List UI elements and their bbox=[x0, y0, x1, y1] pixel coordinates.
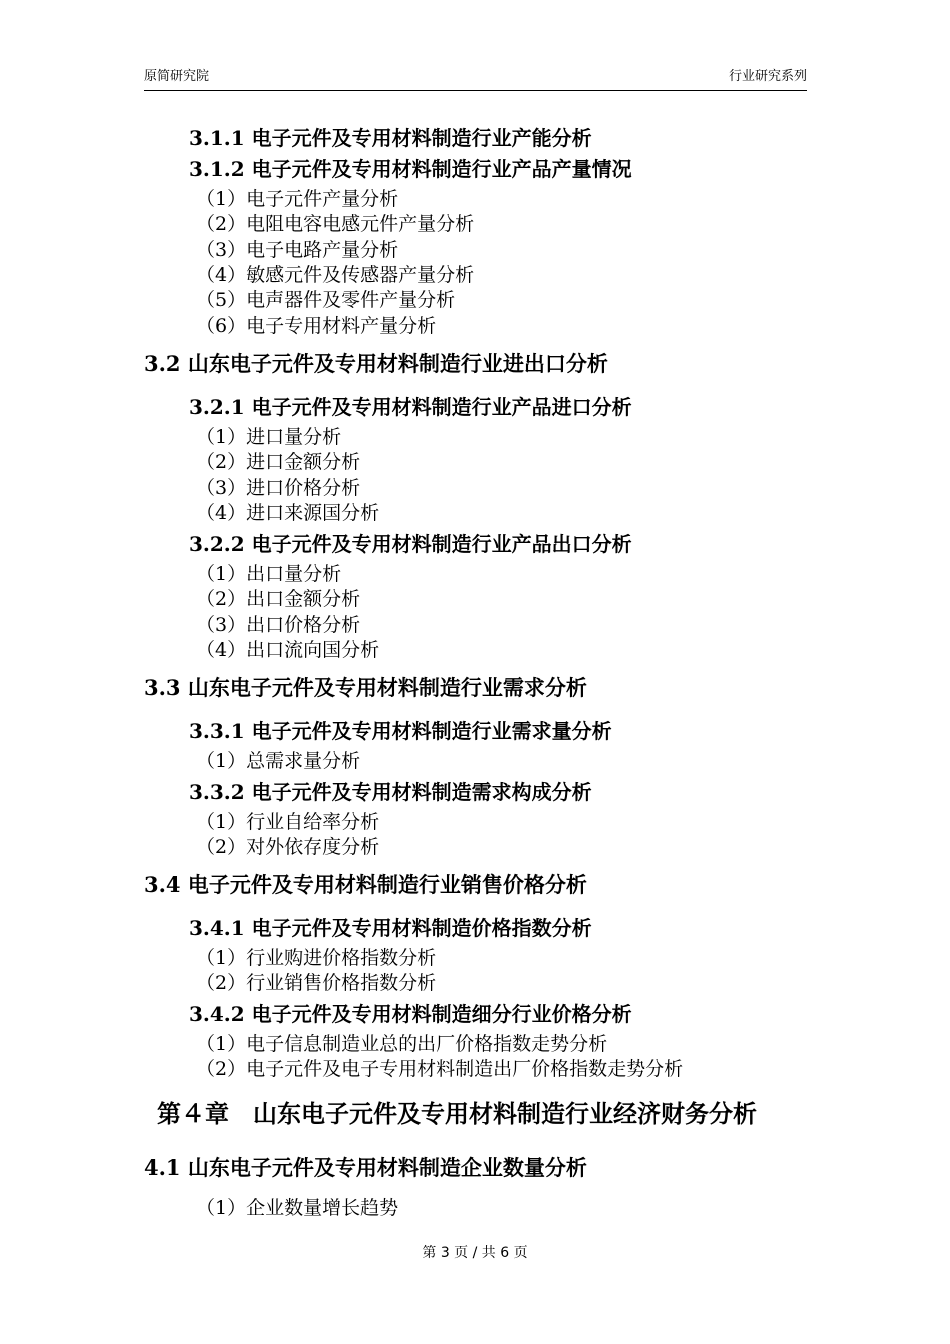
toc-entry: 3.2.1 电子元件及专用材料制造行业产品进口分析 bbox=[189, 395, 632, 419]
toc-entry: （2）电阻电容电感元件产量分析 bbox=[196, 213, 475, 235]
toc-entry: （1）电子元件产量分析 bbox=[196, 188, 399, 210]
toc-entry: （6）电子专用材料产量分析 bbox=[196, 315, 437, 337]
toc-entry: 3.4.2 电子元件及专用材料制造细分行业价格分析 bbox=[189, 1002, 632, 1026]
toc-entry: （2）行业销售价格指数分析 bbox=[196, 972, 437, 994]
toc-entry: （4）敏感元件及传感器产量分析 bbox=[196, 264, 475, 286]
toc-entry: （5）电声器件及零件产量分析 bbox=[196, 289, 456, 311]
toc-entry: （2）进口金额分析 bbox=[196, 451, 361, 473]
toc-entry: （4）出口流向国分析 bbox=[196, 639, 380, 661]
toc-entry: （1）进口量分析 bbox=[196, 426, 342, 448]
toc-entry: （4）进口来源国分析 bbox=[196, 502, 380, 524]
toc-entry: 3.4.1 电子元件及专用材料制造价格指数分析 bbox=[189, 916, 592, 940]
toc-entry: （1）行业购进价格指数分析 bbox=[196, 947, 437, 969]
toc-entry: （1）总需求量分析 bbox=[196, 750, 361, 772]
toc-entry: （2）对外依存度分析 bbox=[196, 836, 380, 858]
page-footer bbox=[0, 1244, 950, 1262]
toc-entry: 3.2.2 电子元件及专用材料制造行业产品出口分析 bbox=[189, 532, 632, 556]
toc-entry: 3.3.1 电子元件及专用材料制造行业需求量分析 bbox=[189, 719, 612, 743]
toc-entry: 3.1.2 电子元件及专用材料制造行业产品产量情况 bbox=[189, 157, 632, 181]
toc-entry: （3）出口价格分析 bbox=[196, 614, 361, 636]
toc-entry: 3.3.2 电子元件及专用材料制造需求构成分析 bbox=[189, 780, 592, 804]
toc-section: 4.1 山东电子元件及专用材料制造企业数量分析 bbox=[144, 1155, 587, 1180]
header-publisher: 原简研究院 bbox=[144, 69, 210, 84]
toc-section: 3.4 电子元件及专用材料制造行业销售价格分析 bbox=[144, 872, 587, 897]
page-header bbox=[144, 68, 807, 91]
header-series: 行业研究系列 bbox=[728, 69, 807, 84]
toc-entry: （3）进口价格分析 bbox=[196, 477, 361, 499]
toc-entry: 3.1.1 电子元件及专用材料制造行业产能分析 bbox=[189, 126, 592, 150]
toc-entry: （2）出口金额分析 bbox=[196, 588, 361, 610]
toc-entry: （1）行业自给率分析 bbox=[196, 811, 380, 833]
toc-entry: （2）电子元件及电子专用材料制造出厂价格指数走势分析 bbox=[196, 1058, 684, 1080]
toc-entry: （1）电子信息制造业总的出厂价格指数走势分析 bbox=[196, 1033, 608, 1055]
toc-section: 3.2 山东电子元件及专用材料制造行业进出口分析 bbox=[144, 351, 608, 376]
toc-section: 3.3 山东电子元件及专用材料制造行业需求分析 bbox=[144, 675, 587, 700]
toc-chapter: 第４章 山东电子元件及专用材料制造行业经济财务分析 bbox=[157, 1099, 757, 1128]
toc-entry: （1）出口量分析 bbox=[196, 563, 342, 585]
page-number: 第 3 页 / 共 6 页 bbox=[422, 1245, 528, 1261]
toc-entry: （3）电子电路产量分析 bbox=[196, 239, 399, 261]
toc-entry: （1）企业数量增长趋势 bbox=[196, 1197, 399, 1219]
